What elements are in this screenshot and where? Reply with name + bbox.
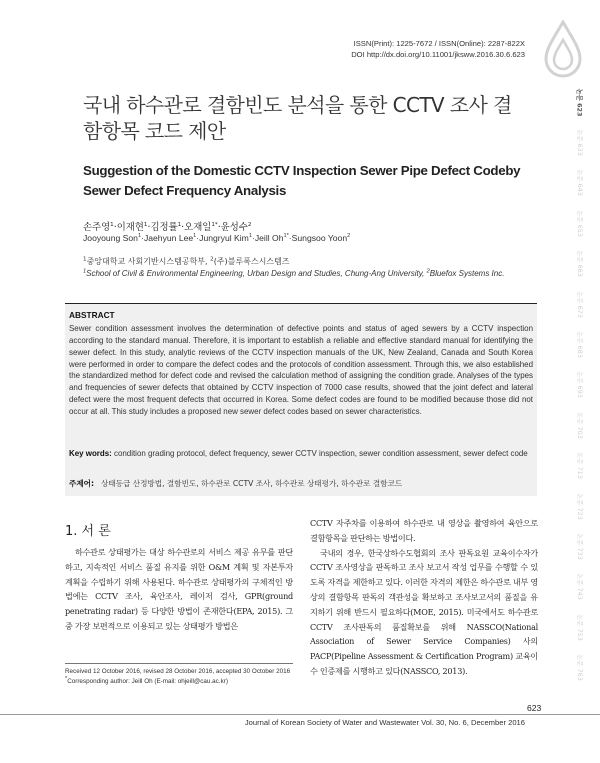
keywords-korean-text: 상태등급 산정방법, 결함빈도, 하수관로 CCTV 조사, 하수관로 상태평가, 하수관로 결함코드 [101, 479, 403, 488]
author-separator: · [217, 222, 221, 233]
corresponding-author [65, 677, 305, 687]
affiliation-text: School of Civil & Environmental Engineering, Urban Design and Studies, Chung-Ang University, [86, 269, 427, 278]
side-tab-label [560, 284, 600, 324]
author-name: 오재일 [184, 222, 212, 233]
corresponding-mark: * [65, 675, 68, 682]
affiliation-text: Bluefox Systems Inc. [429, 269, 505, 278]
side-tab-label [560, 607, 600, 647]
affiliation-mark: 1 [83, 256, 87, 263]
side-tab-label-text: 논문 643 [575, 169, 584, 197]
author-name: Jeill Oh [254, 233, 284, 243]
affiliation-text: (주)블루폭스시스템즈 [213, 257, 290, 266]
doi-line: DOI http://dx.doi.org/10.11001/jksww.2016.30.6.623 [351, 50, 525, 59]
side-tab-label-text: 논문 693 [575, 371, 584, 399]
issn-doi-block [265, 38, 525, 60]
author-name: Sungsoo Yoon [291, 233, 348, 243]
author-affiliation-mark: 1 [193, 233, 197, 240]
footer-divider [0, 714, 600, 715]
author-affiliation-mark: 1* [283, 233, 289, 240]
section-title: 1. 서 론 [65, 524, 111, 539]
author-separator: · [251, 233, 255, 243]
author-affiliation-mark: 1 [248, 233, 252, 240]
journal-drop-logo-icon [540, 20, 586, 80]
side-tab-label-text: 논문 703 [575, 412, 584, 439]
side-tab-label-text: 논문 653 [575, 210, 584, 237]
authors-english [83, 233, 523, 243]
journal-citation: Journal of Korean Society of Water and Wastewater Vol. 30, No. 6, December 2016 [244, 718, 525, 727]
side-tab-label [560, 82, 600, 122]
author-affiliation-mark: 1 [143, 221, 148, 228]
author-name: Jaehyun Lee [143, 233, 194, 243]
body-left-column [65, 545, 293, 634]
author-separator: · [196, 233, 200, 243]
affiliation-mark: 2 [426, 268, 430, 275]
side-tab-label [560, 647, 600, 687]
authors-korean [83, 219, 523, 233]
keywords-korean-label: 주제어: [69, 479, 95, 488]
author-name: 김정률 [150, 222, 178, 233]
side-tab-label [560, 526, 600, 566]
affiliation-mark: 1 [83, 268, 87, 275]
side-tab-label [560, 163, 600, 203]
side-tab-label [560, 486, 600, 526]
author-separator: · [141, 233, 144, 243]
issn-line: ISSN(Print): 1225-7672 / ISSN(Online): 2287-822X [353, 39, 525, 48]
author-affiliation-mark: 2 [247, 221, 252, 228]
affiliation-text: 중앙대학교 사회기반시스템공학부, [86, 257, 211, 266]
title-english: Suggestion of the Domestic CCTV Inspection Sewer Pipe Defect Codeby Sewer Defect Frequency Analysis [83, 163, 521, 198]
title-korean: 국내 하수관로 결함빈도 분석을 통한 CCTV 조사 결함항목 코드 제안 [83, 93, 512, 143]
affiliation-english [83, 269, 533, 278]
author-separator: · [113, 222, 117, 233]
author-separator: · [181, 222, 185, 233]
body-paragraph: 하수관로 상태평가는 대상 하수관로의 서비스 제공 유무를 판단하고, 지속적인 서비스 품질 유지를 위한 O&M 계획 및 자본투자 계획을 수립하기 위해 사용된다. 하수관로 상태평가의 구체적인 방법에는 CCTV 조사, 육안조사, 레이저 검사, GPR(ground penetrating radar) 등 다양한 방법이 존재한다(EPA, 2015). 그 중 가장 보편적으로 이용되고 있는 상태평가 방법은 [65, 547, 293, 631]
author-separator: · [147, 222, 151, 233]
page-number: 623 [527, 703, 542, 713]
keywords-text: condition grading protocol, defect frequency, sewer CCTV inspection, sewer condition assessment, sewer defect code [114, 449, 528, 458]
body-paragraph: 국내의 경우, 한국상하수도협회의 조사 판독요원 교육이수자가 CCTV 조사영상을 판독하고 조사 보고서 작성 업무를 수행할 수 있도록 자격을 제한하고 있다. 이러한 자격의 제한은 하수관로 내부 영상의 결함항목 판독의 객관성을 확보하고 조사보고서의 품질을 유지하기 위해 반드시 필요하다(MOE, 2015). 미국에서도 하수관로 CCTV 조사판독의 품질확보를 위해 NASSCO(National Association of Sewer Service Companies) 사의 PACP(Pipeline Assessment & Certification Program) 교육이수 인증제를 시행하고 있다(NASSCO, 2013). [310, 547, 538, 676]
side-tab-label [560, 324, 600, 364]
side-tab-label-text: 논문 763 [575, 654, 584, 681]
author-affiliation-mark: 1 [177, 221, 182, 228]
footnote-divider [65, 663, 293, 664]
side-tab-label-text: 논문 733 [575, 533, 584, 560]
footnote [65, 667, 305, 686]
affiliation-mark: 2 [210, 256, 214, 263]
side-tab-label-text: 논문 723 [575, 492, 584, 520]
side-tab-label-text: 논문 673 [575, 290, 584, 318]
author-name: 이재현 [116, 222, 144, 233]
side-tab-label [560, 365, 600, 405]
side-tab-label-text: 논문 683 [575, 331, 584, 358]
keywords-label: Key words: [69, 449, 112, 458]
author-separator: · [288, 233, 292, 243]
author-name: 윤성수 [220, 222, 248, 233]
author-affiliation-mark: 1 [110, 221, 114, 228]
side-tab-label-text: 논문 633 [575, 129, 584, 156]
author-affiliation-mark: 2 [347, 233, 351, 240]
received-dates: Received 12 October 2016, revised 28 October 2016, accepted 30 October 2016 [65, 668, 291, 675]
affiliation-korean [83, 256, 523, 267]
body-right-column [310, 516, 538, 679]
author-name: Jooyoung Son [83, 233, 138, 243]
author-affiliation-mark: 1 [137, 233, 142, 240]
side-tab-label [560, 244, 600, 284]
side-tab-label [560, 203, 600, 243]
author-name: Jungryul Kim [199, 233, 249, 243]
side-tab-label [560, 446, 600, 486]
side-tab-label-text: 논문 753 [575, 613, 584, 641]
body-paragraph: CCTV 자주차를 이용하여 하수관로 내 영상을 촬영하여 육안으로 결함항목을 판단하는 방법이다. [310, 518, 538, 543]
author-name: 손주영 [83, 222, 111, 233]
abstract-heading: ABSTRACT [69, 310, 115, 320]
side-tab-label [560, 122, 600, 162]
corresponding-text: Corresponding author: Jeill Oh (E-mail: ohjeill@cau.ac.kr) [67, 677, 228, 685]
abstract-box [65, 303, 537, 496]
side-tab-label-text: 논문 663 [575, 250, 584, 278]
side-tab-label-text: 논문 743 [575, 573, 584, 601]
side-tab-label-text: 논문 623 [575, 88, 584, 117]
abstract-body: Sewer condition assessment involves the determination of defective points and status of aged sewers by a CCTV inspection according to the standard manual. Therefore, it is important to establish a reliable and effective standard manual for identifying the sewer defect. In this study, analytic reviews of the CCTV inspection manuals of the UK, New Zealand, Canada and South Korea were performed in order to compare the defect codes and the protocols of condition assessment. Through this, we also established the standardized method for defect code and revised the calculation method of assigning the condition grade. Analyses of the types and frequencies of sewer defects that obtained by CCTV inspection of 7000 case results, showed that the joint defect and lateral defect were the most frequent defects that occurred in Korea. Some defect codes are found to be modified because those did not occur at all. This study includes a proposed new sewer defect codes based on sewer characteristics. [69, 324, 533, 416]
side-tab-label [560, 405, 600, 445]
side-tab-label [560, 567, 600, 607]
side-tab-column [560, 82, 600, 688]
side-tab-label-text: 논문 713 [575, 452, 584, 479]
author-affiliation-mark: 1* [211, 221, 218, 228]
